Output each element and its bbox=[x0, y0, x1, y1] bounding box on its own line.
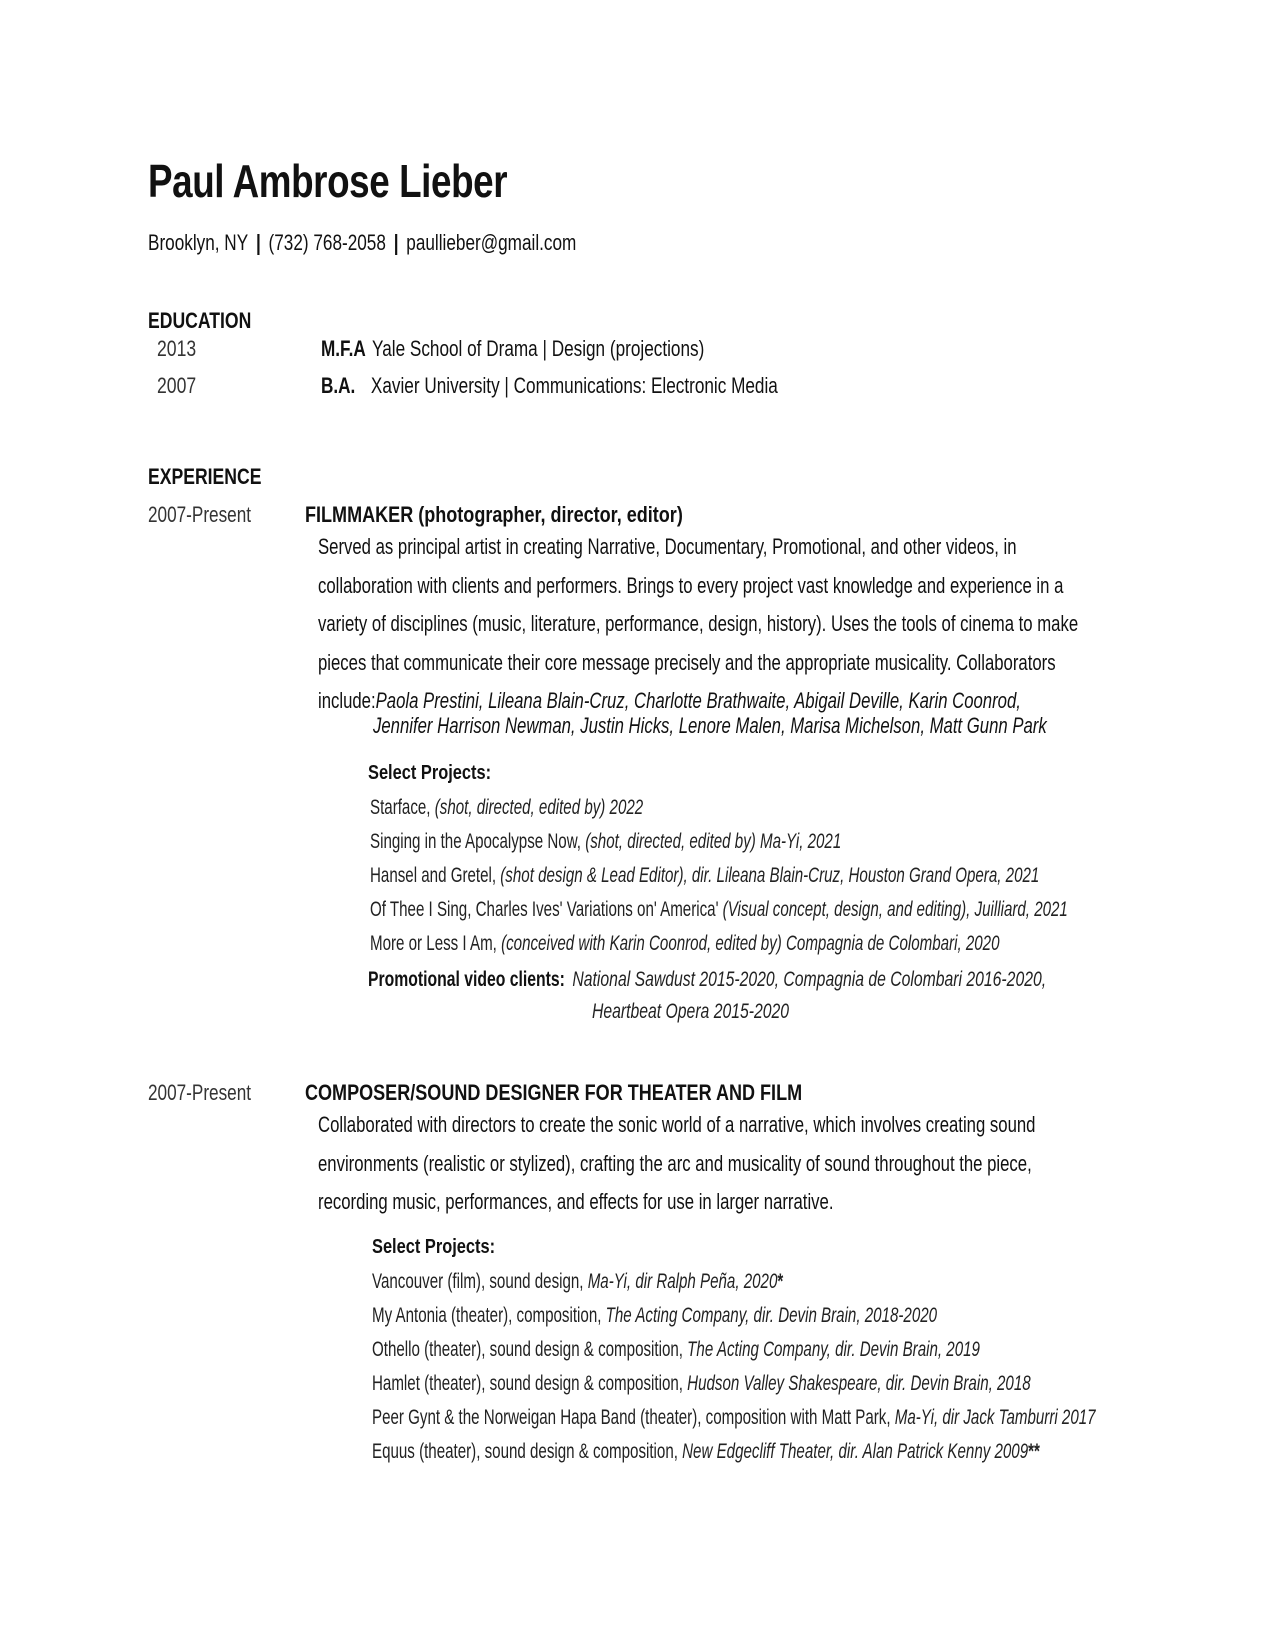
education-heading bbox=[148, 308, 277, 334]
project-mark: * bbox=[777, 1270, 784, 1293]
project-detail: (shot, directed, edited by) Ma-Yi, 2021 bbox=[585, 830, 842, 853]
description-line: variety of disciplines (music, literature, performance, design, history). Uses the tools of cinema to make bbox=[318, 611, 1079, 636]
composer-description bbox=[318, 1106, 1262, 1222]
filmmaker-period bbox=[148, 502, 280, 528]
project-item bbox=[372, 1338, 1216, 1362]
collaborators-names: Jennifer Harrison Newman, Justin Hicks, Lenore Malen, Marisa Michelson, Matt Gunn Park bbox=[373, 713, 1047, 738]
promo-label: Promotional video clients: bbox=[368, 968, 565, 991]
project-item bbox=[370, 864, 1275, 888]
project-item bbox=[370, 830, 1025, 854]
description-line: environments (realistic or stylized), crafting the arc and musicality of sound throughout the piece, bbox=[318, 1150, 1032, 1176]
contact-location: Brooklyn, NY bbox=[148, 230, 249, 255]
resume-name bbox=[148, 154, 597, 208]
composer-title bbox=[305, 1080, 911, 1106]
project-title: Othello (theater), sound design & composition, bbox=[372, 1338, 688, 1361]
projects-heading-text: Select Projects: bbox=[368, 762, 492, 784]
contact-separator: | bbox=[393, 230, 399, 255]
collaborators-prefix: include: bbox=[318, 688, 376, 713]
contact-phone: (732) 768-2058 bbox=[268, 230, 386, 255]
education-year-text: 2013 bbox=[157, 336, 197, 361]
education-degree bbox=[321, 373, 907, 399]
experience-heading bbox=[148, 464, 290, 490]
project-title: Equus (theater), sound design & composition, bbox=[372, 1440, 683, 1463]
education-year bbox=[157, 373, 206, 399]
project-detail: The Acting Company, dir. Devin Brain, 2019 bbox=[687, 1338, 980, 1361]
project-item bbox=[372, 1270, 943, 1294]
project-detail: The Acting Company, dir. Devin Brain, 2018-2020 bbox=[605, 1304, 938, 1327]
project-detail: Hudson Valley Shakespeare, dir. Devin Brain, 2018 bbox=[687, 1372, 1031, 1395]
project-title: More or Less I Am, bbox=[370, 932, 502, 955]
composer-period-text: 2007-Present bbox=[148, 1080, 252, 1105]
project-detail: New Edgecliff Theater, dir. Alan Patrick Kenny 2009 bbox=[682, 1440, 1029, 1463]
project-title: My Antonia (theater), composition, bbox=[372, 1304, 606, 1327]
education-year-text: 2007 bbox=[157, 373, 197, 398]
education-year bbox=[157, 336, 206, 362]
composer-projects-heading bbox=[372, 1236, 522, 1259]
description-line: recording music, performances, and effects for use in larger narrative. bbox=[318, 1189, 834, 1214]
project-item bbox=[370, 932, 1244, 956]
project-detail: Ma-Yi, dir Jack Tamburri 2017 bbox=[894, 1406, 1096, 1429]
project-detail: (shot, directed, edited by) 2022 bbox=[434, 796, 644, 819]
project-detail: (shot design & Lead Editor), dir. Lileana Blain-Cruz, Houston Grand Opera, 2021 bbox=[500, 864, 1040, 887]
filmmaker-period-text: 2007-Present bbox=[148, 502, 252, 527]
filmmaker-title-text: FILMMAKER (photographer, director, editor) bbox=[305, 502, 683, 527]
project-title: Vancouver (film), sound design, bbox=[372, 1270, 588, 1293]
project-title: Hamlet (theater), sound design & composition, bbox=[372, 1372, 688, 1395]
project-title: Peer Gynt & the Norweigan Hapa Band (theater), composition with Matt Park, bbox=[372, 1406, 895, 1429]
degree-name: M.F.A bbox=[321, 336, 366, 361]
project-item bbox=[372, 1372, 1275, 1396]
promo-clients-line: National Sawdust 2015-2020, Compagnia de Colombari 2016-2020, bbox=[572, 968, 1047, 991]
project-item bbox=[370, 796, 749, 820]
contact-line bbox=[148, 230, 697, 256]
description-line: collaboration with clients and performers. Brings to every project vast knowledge and experience in a bbox=[318, 572, 1064, 598]
experience-heading-text: EXPERIENCE bbox=[148, 464, 262, 489]
project-title: Of Thee I Sing, Charles Ives' Variations on' America' bbox=[370, 898, 723, 921]
description-line: pieces that communicate their core message precisely and the appropriate musicality. Collaborators bbox=[318, 649, 1056, 675]
collaborators-continued bbox=[373, 707, 1259, 746]
filmmaker-description bbox=[318, 528, 1275, 721]
promo-clients-line: Heartbeat Opera 2015-2020 bbox=[592, 1000, 790, 1023]
education-degree bbox=[321, 336, 812, 362]
project-title: Starface, bbox=[370, 796, 435, 819]
degree-detail: Xavier University | Communications: Electronic Media bbox=[370, 373, 778, 398]
composer-title-text: COMPOSER/SOUND DESIGNER FOR THEATER AND FILM bbox=[305, 1080, 803, 1105]
resume-name-text: Paul Ambrose Lieber bbox=[148, 155, 508, 207]
project-detail: (Visual concept, design, and editing), Juilliard, 2021 bbox=[722, 898, 1068, 921]
collaborators-names: Paola Prestini, Lileana Blain-Cruz, Charlotte Brathwaite, Abigail Deville, Karin Coonrod, bbox=[375, 688, 1021, 713]
contact-separator: | bbox=[255, 230, 261, 255]
composer-period bbox=[148, 1080, 280, 1106]
project-title: Singing in the Apocalypse Now, bbox=[370, 830, 586, 853]
project-item bbox=[372, 1440, 1275, 1464]
project-item bbox=[370, 898, 1275, 922]
education-heading-text: EDUCATION bbox=[148, 308, 252, 333]
contact-email[interactable]: paullieber@gmail.com bbox=[406, 230, 577, 255]
degree-name: B.A. bbox=[321, 373, 356, 398]
project-item bbox=[372, 1304, 1157, 1328]
project-title: Hansel and Gretel, bbox=[370, 864, 501, 887]
promo-clients bbox=[368, 968, 1272, 992]
description-line: Served as principal artist in creating Narrative, Documentary, Promotional, and other videos, in bbox=[318, 534, 1017, 559]
filmmaker-projects-heading bbox=[368, 762, 518, 785]
project-detail: (conceived with Karin Coonrod, edited by) Compagnia de Colombari, 2020 bbox=[501, 932, 1000, 955]
description-line: Collaborated with directors to create the sonic world of a narrative, which involves creating sound bbox=[318, 1112, 1036, 1137]
project-detail: Ma-Yi, dir Ralph Peña, 2020 bbox=[587, 1270, 778, 1293]
project-item bbox=[372, 1406, 1275, 1430]
filmmaker-title bbox=[305, 502, 766, 528]
promo-clients-continued bbox=[592, 1000, 855, 1024]
project-mark: ** bbox=[1028, 1440, 1040, 1463]
degree-detail: Yale School of Drama | Design (projections) bbox=[372, 336, 705, 361]
projects-heading-text: Select Projects: bbox=[372, 1236, 496, 1258]
